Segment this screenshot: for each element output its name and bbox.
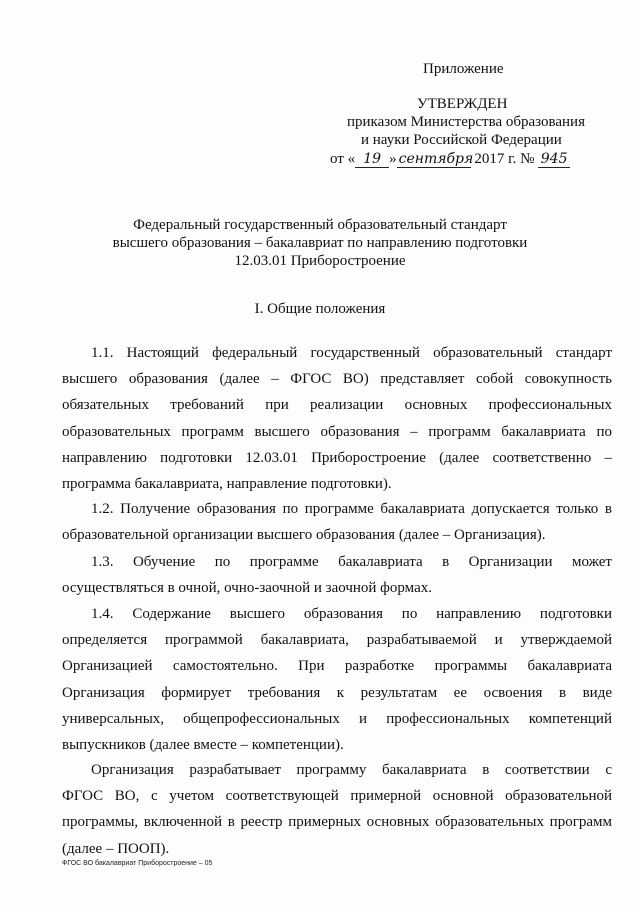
paragraph-line: 1.1. Настоящий федеральный государственный образовательный стандарт [91, 345, 612, 361]
paragraph-line: Организацией самостоятельно. При разработке программы бакалавриата [62, 658, 612, 675]
handwritten-day: 19 [355, 152, 389, 168]
date-prefix: от « [330, 151, 356, 167]
paragraph-line: определяется программой бакалавриата, разрабатываемой и утверждаемой [62, 632, 612, 649]
standard-title-line3: 12.03.01 Приборостроение [234, 253, 406, 269]
paragraph-line: программа бакалавриата, направление подготовки). [62, 476, 392, 493]
paragraph-line: ФГОС ВО, с учетом соответствующей примерной основной образовательной [62, 788, 612, 805]
paragraph-line: обязательных требований при реализации основных профессиональных [62, 397, 612, 414]
paragraph-line: 1.4. Содержание высшего образования по направлению подготовки [91, 606, 612, 622]
paragraph-1-4 [62, 601, 612, 758]
handwritten-order-number: 945 [538, 152, 570, 168]
appendix-label: Приложение [423, 61, 504, 77]
paragraph-1-3 [62, 549, 612, 601]
order-date-line [330, 150, 570, 168]
paragraph-line: универсальных, общепрофессиональных и профессиональных компетенций [62, 710, 612, 727]
standard-title [60, 216, 580, 270]
paragraph-line: 1.3. Обучение по программе бакалавриата в Организации может [91, 554, 612, 570]
date-year: 2017 г. № [474, 151, 535, 167]
paragraph-line: высшего образования (далее – ФГОС ВО) представляет собой совокупность [62, 371, 612, 388]
paragraph-line: образовательных программ высшего образования – программ бакалавриата по [62, 423, 612, 440]
standard-title-line1: Федеральный государственный образовательный стандарт [133, 217, 507, 233]
paragraph-line: осуществляться в очной, очно-заочной и заочной формах. [62, 580, 432, 597]
standard-title-line2: высшего образования – бакалавриат по направлению подготовки [112, 235, 528, 251]
handwritten-month: сентября [398, 151, 474, 167]
paragraph-1-1 [62, 340, 612, 497]
paragraph-line: Организация формирует требования к результатам ее освоения в виде [62, 684, 612, 701]
paragraph-line: образовательной организации высшего образования (далее – Организация). [62, 527, 546, 544]
paragraph-line: Организация разрабатывает программу бакалавриата в соответствии с [91, 762, 612, 778]
order-issuer-line2: и науки Российской Федерации [361, 132, 562, 148]
paragraph-line: программы, включенной в реестр примерных основных образовательных программ [62, 814, 612, 831]
paragraph-line: 1.2. Получение образования по программе бакалавриата допускается только в [91, 501, 612, 517]
order-issuer-line1: приказом Министерства образования [347, 114, 585, 130]
paragraph-line: направлению подготовки 12.03.01 Приборостроение (далее соответственно – [62, 449, 612, 466]
page-footer: ФГОС ВО бакалавриат Приборостроение – 05 [62, 860, 213, 867]
section-heading: I. Общие положения [254, 301, 386, 317]
paragraph-1-2 [62, 496, 612, 548]
paragraph-organization [62, 757, 612, 862]
date-mid: » [389, 151, 397, 167]
approved-label: УТВЕРЖДЕН [417, 96, 508, 112]
paragraph-line: выпускников (далее вместе – компетенции). [62, 737, 344, 754]
paragraph-line: (далее – ПООП). [62, 840, 170, 857]
